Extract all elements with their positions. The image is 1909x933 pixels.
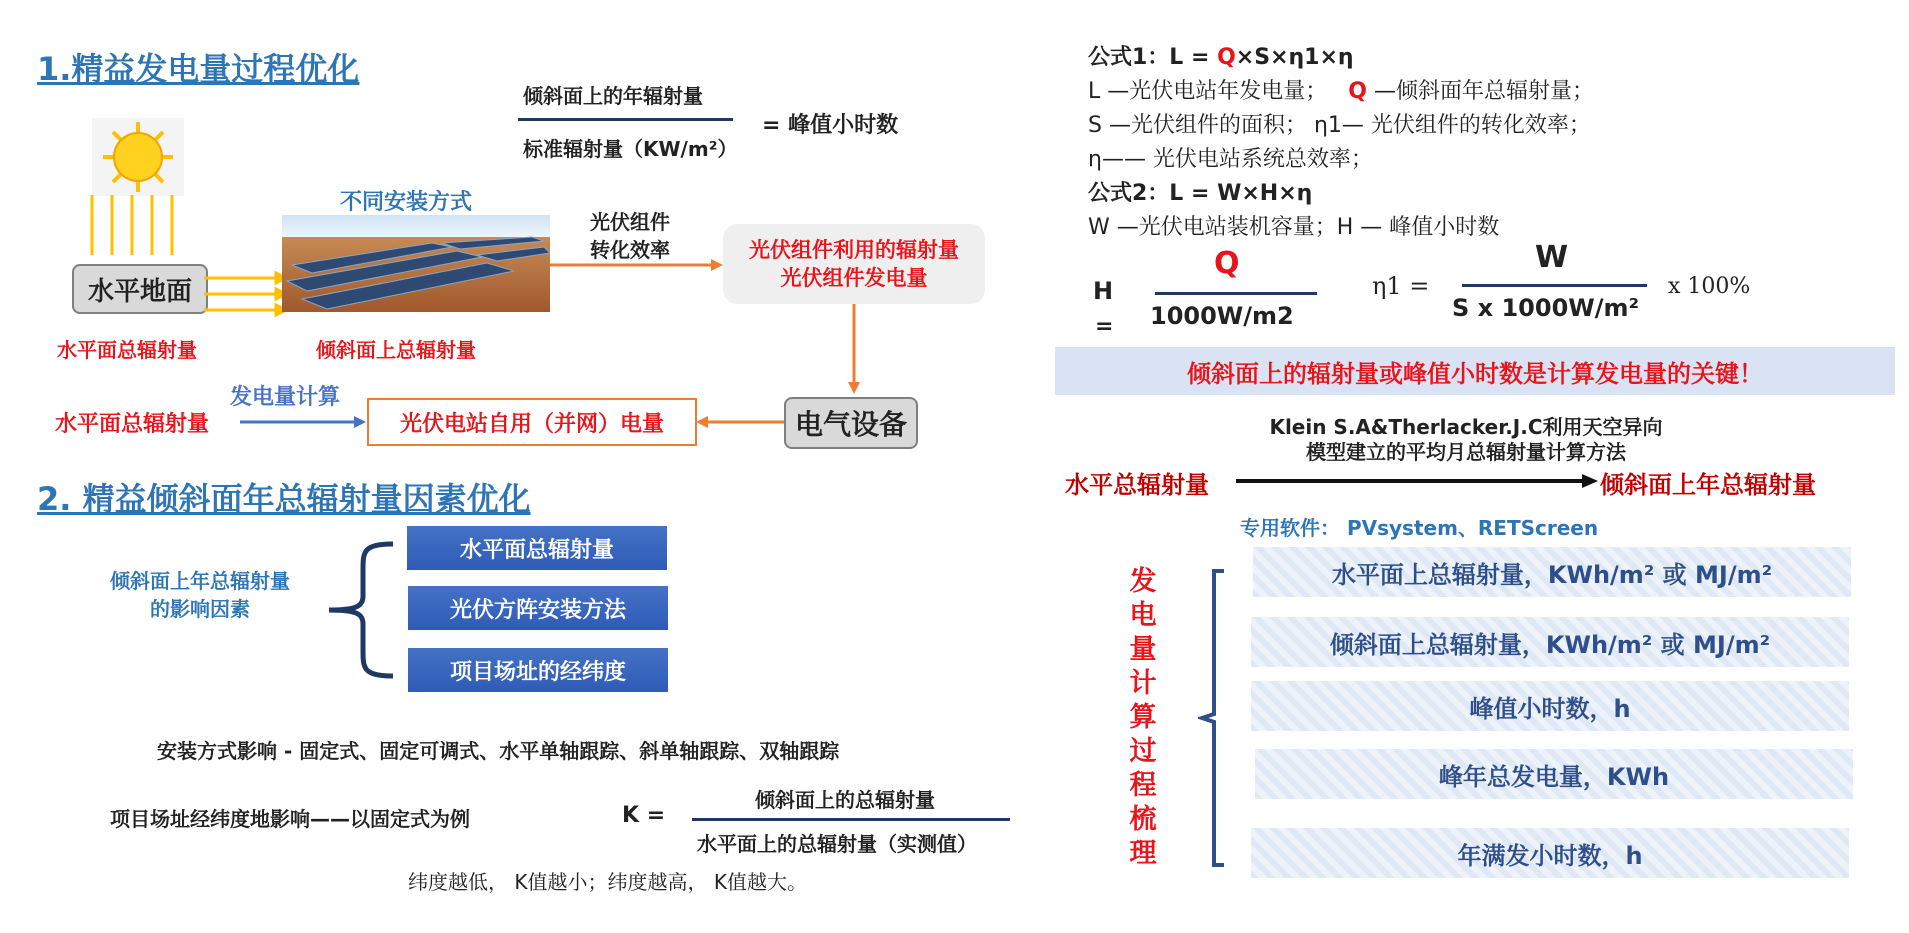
from-horizontal-radiation: 水平总辐射量 — [1065, 471, 1209, 499]
h-formula-fraction-line — [1155, 292, 1317, 295]
factor-horizontal-radiation: 水平面总辐射量 — [407, 526, 667, 570]
step-full-load-hours: 年满发小时数，h — [1251, 828, 1849, 878]
module-efficiency-line1: 光伏组件 — [590, 210, 670, 234]
vertical-title-char: 发 — [1129, 566, 1157, 597]
k-formula-denominator: 水平面上的总辐射量（实测值） — [697, 832, 977, 856]
horizontal-total-label: 水平面总辐射量 — [57, 338, 197, 362]
step-tilted-radiation: 倾斜面上总辐射量，KWh/m² 或 MJ/m² — [1251, 617, 1849, 667]
vertical-title-char: 计 — [1129, 668, 1157, 699]
h-formula-lhs: H — [1093, 277, 1114, 305]
model-label-line2: 模型建立的平均月总辐射量计算方法 — [1306, 440, 1626, 464]
vertical-title-char: 量 — [1129, 634, 1157, 665]
k-formula-fraction-line — [692, 818, 1010, 821]
station-power-box: 光伏电站自用（并网）电量 — [367, 398, 697, 446]
calc-arrow — [240, 412, 368, 432]
factors-label-line1: 倾斜面上年总辐射量 — [110, 569, 290, 593]
utilized-radiation-line1: 光伏组件利用的辐射量 — [749, 238, 959, 262]
electrical-to-station-arrow — [694, 412, 784, 432]
section1-title: 1.精益发电量过程优化 — [37, 50, 360, 88]
module-efficiency-line2: 转化效率 — [590, 238, 670, 262]
definition-l: L —光伏电站年发电量； — [1088, 79, 1328, 104]
ground-to-panel-arrows — [204, 270, 286, 320]
eta-formula-fraction-line — [1462, 284, 1647, 287]
formula2: 公式2：L = W×H×η — [1088, 181, 1313, 206]
solar-panel-image — [282, 215, 550, 312]
horizontal-ground-box: 水平地面 — [72, 264, 208, 314]
key-banner: 倾斜面上的辐射量或峰值小时数是计算发电量的关键！ — [1055, 347, 1895, 395]
vertical-title-char: 算 — [1129, 702, 1157, 733]
horizontal-total-label-2: 水平面总辐射量 — [55, 412, 210, 437]
install-impact-text: 安装方式影响 - 固定式、固定可调式、水平单轴跟踪、斜单轴跟踪、双轴跟踪 — [157, 739, 840, 763]
calc-label: 发电量计算 — [230, 385, 341, 410]
h-formula-denominator: 1000W/m2 — [1150, 302, 1294, 330]
peak-formula-numerator: 倾斜面上的年辐射量 — [523, 84, 703, 108]
formula1-suffix: ×S×η1×η — [1235, 45, 1354, 70]
utilized-radiation-line2: 光伏组件发电量 — [780, 266, 928, 290]
formula1-prefix: 公式1：L = — [1088, 45, 1218, 70]
factors-brace — [323, 540, 399, 680]
to-tilted-radiation: 倾斜面上年总辐射量 — [1600, 471, 1816, 499]
eta-formula-denominator: S x 1000W/m² — [1452, 294, 1640, 322]
vertical-title-char: 程 — [1129, 770, 1157, 801]
electrical-equipment-box: 电气设备 — [784, 397, 918, 449]
vertical-title-char: 理 — [1129, 838, 1157, 869]
step-peak-hours: 峰值小时数，h — [1251, 681, 1849, 731]
peak-formula-fraction-line — [518, 118, 733, 121]
formula1 — [1088, 40, 1354, 71]
install-methods-label: 不同安装方式 — [340, 190, 473, 215]
factors-label — [82, 567, 318, 623]
model-label-line1: Klein S.A&Therlacker.J.C利用天空异向 — [1269, 415, 1663, 439]
h-formula-numerator: Q — [1214, 246, 1240, 281]
eta-formula-numerator: W — [1535, 240, 1569, 275]
peak-formula-result: = 峰值小时数 — [762, 113, 899, 138]
definition-eta: η—— 光伏电站系统总效率； — [1088, 147, 1373, 172]
process-brace — [1198, 568, 1228, 868]
step-horizontal-radiation: 水平面上总辐射量，KWh/m² 或 MJ/m² — [1253, 547, 1851, 597]
panel-to-utilized-arrow — [550, 255, 725, 275]
eta-formula-suffix: x 100% — [1668, 274, 1751, 299]
sun-icon — [92, 118, 184, 196]
step-annual-generation: 峰年总发电量，KWh — [1255, 749, 1853, 799]
factor-install-method: 光伏方阵安装方法 — [408, 586, 668, 630]
utilized-to-electrical-arrow — [844, 304, 864, 396]
sun-rays — [80, 195, 190, 265]
tilted-total-label: 倾斜面上总辐射量 — [316, 338, 476, 362]
vertical-process-title — [1126, 565, 1160, 871]
definition-w-h: W —光伏电站装机容量；H — 峰值小时数 — [1088, 215, 1500, 240]
definition-q-symbol: Q — [1348, 79, 1367, 104]
software-label: 专用软件： PVsystem、RETScreen — [1240, 516, 1599, 540]
definition-q: —倾斜面年总辐射量； — [1373, 79, 1594, 104]
model-label — [1262, 415, 1670, 465]
eta-formula-lhs: η1 = — [1372, 272, 1430, 300]
factors-label-line2: 的影响因素 — [150, 597, 250, 621]
definition-l-q — [1088, 74, 1594, 105]
utilized-radiation-box — [723, 224, 985, 304]
formula1-q: Q — [1217, 45, 1236, 70]
k-formula-numerator: 倾斜面上的总辐射量 — [755, 788, 935, 812]
vertical-title-char: 梳 — [1129, 804, 1157, 835]
section2-title: 2. 精益倾斜面年总辐射量因素优化 — [37, 480, 531, 518]
h-formula-eq: = — [1095, 314, 1114, 339]
vertical-title-char: 过 — [1129, 736, 1157, 767]
site-impact-text: 项目场址经纬度地影响——以固定式为例 — [110, 807, 470, 831]
vertical-title-char: 电 — [1129, 600, 1157, 631]
definition-s-eta1: S —光伏组件的面积； η1— 光伏组件的转化效率； — [1088, 113, 1591, 138]
factor-latitude-longitude: 项目场址的经纬度 — [408, 648, 668, 692]
peak-formula-denominator: 标准辐射量（KW/m²） — [523, 137, 738, 161]
latitude-note: 纬度越低， K值越小；纬度越高， K值越大。 — [408, 870, 807, 894]
k-formula-lhs: K = — [622, 803, 666, 828]
model-arrow — [1236, 469, 1600, 493]
